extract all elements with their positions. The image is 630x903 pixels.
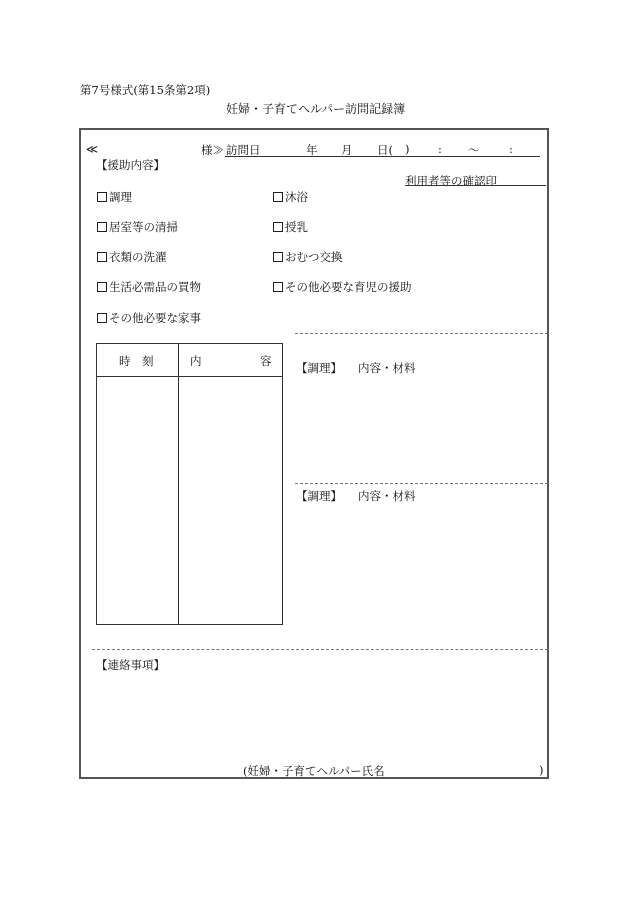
checkbox-diaper-change[interactable] [273, 249, 343, 265]
form-number: 第7号様式(第15条第2項) [80, 83, 211, 97]
checkbox-other-childcare[interactable] [273, 279, 412, 295]
sama-close-bracket: 様≫ [201, 143, 224, 157]
open-bracket: ≪ [86, 142, 99, 156]
start-time-colon: : [438, 142, 442, 156]
checkbox-laundry[interactable] [97, 249, 167, 265]
checkbox-label: その他必要な家事 [109, 311, 201, 325]
time-range-tilde: 〜 [468, 143, 480, 157]
confirm-seal-label: 利用者等の確認印 [405, 174, 497, 188]
checkbox-box[interactable] [97, 313, 107, 323]
checkbox-label: 授乳 [285, 220, 308, 234]
checkbox-label: おむつ交換 [285, 250, 343, 264]
page-title: 妊婦・子育てヘルパー訪問記録簿 [226, 102, 406, 116]
checkbox-label: 生活必需品の買物 [109, 280, 201, 294]
contact-section-label: 【連絡事項】 [96, 658, 165, 672]
table-header-content-b: 容 [260, 354, 272, 368]
checkbox-box[interactable] [97, 252, 107, 262]
checkbox-feeding[interactable] [273, 219, 308, 235]
checkbox-cooking[interactable] [97, 189, 132, 205]
support-section-label: 【援助内容】 [96, 158, 165, 172]
divider-upper-right [295, 333, 548, 334]
table-header-time: 時 刻 [119, 354, 154, 368]
checkbox-bathing[interactable] [273, 189, 308, 205]
checkbox-label: 居室等の清掃 [109, 220, 178, 234]
cooking-note-label-1: 【調理】 [296, 361, 342, 375]
checkbox-box[interactable] [97, 282, 107, 292]
cooking-note-label-2: 【調理】 [296, 489, 342, 503]
day-label: 日( [377, 143, 393, 157]
month-label: 月 [341, 143, 353, 157]
checkbox-shopping[interactable] [97, 279, 201, 295]
checkbox-label: 衣類の洗濯 [109, 250, 167, 264]
checkbox-label: その他必要な育児の援助 [285, 280, 412, 294]
checkbox-label: 沐浴 [285, 190, 308, 204]
divider-lower [92, 649, 548, 650]
divider-middle-right [295, 483, 548, 484]
visit-date-underline [225, 156, 540, 157]
cooking-note-sub-1: 内容・材料 [358, 361, 416, 375]
checkbox-box[interactable] [97, 222, 107, 232]
checkbox-box[interactable] [273, 222, 283, 232]
confirm-seal-underline [405, 185, 546, 186]
checkbox-other-housework[interactable] [97, 310, 201, 326]
helper-name-label: (妊婦・子育てヘルパー氏名 [243, 764, 385, 778]
table-header-content-a: 内 [190, 354, 202, 368]
checkbox-box[interactable] [97, 192, 107, 202]
helper-name-close-paren: ) [539, 763, 544, 777]
checkbox-box[interactable] [273, 252, 283, 262]
checkbox-box[interactable] [273, 192, 283, 202]
table-column-divider [178, 344, 179, 624]
end-time-colon: : [509, 142, 513, 156]
visit-date-label: 訪問日 [226, 143, 261, 157]
checkbox-box[interactable] [273, 282, 283, 292]
checkbox-room-cleaning[interactable] [97, 219, 178, 235]
time-content-table [96, 343, 283, 625]
cooking-note-sub-2: 内容・材料 [358, 489, 416, 503]
checkbox-label: 調理 [109, 190, 132, 204]
weekday-close-paren: ) [405, 142, 410, 156]
year-label: 年 [306, 143, 318, 157]
